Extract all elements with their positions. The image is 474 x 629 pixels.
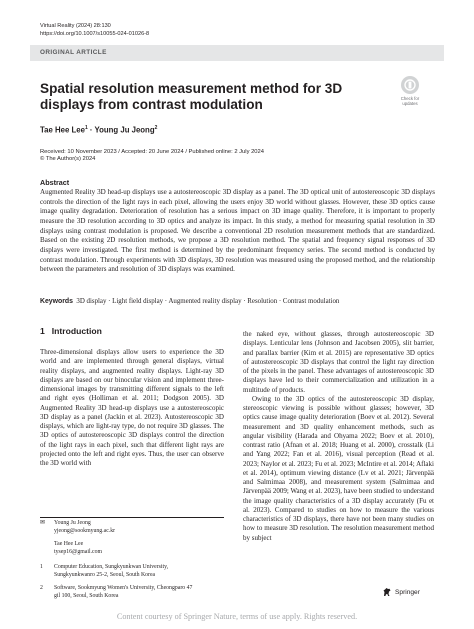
author-list (40, 125, 157, 135)
body-paragraph (243, 395, 434, 543)
affiliation-line: Sungkyunkwanro 25-2, Seoul, South Korea (54, 571, 156, 578)
section-heading (40, 326, 102, 336)
footnote-email[interactable]: tysep16@gmail.com (54, 548, 103, 555)
abstract-heading: Abstract (40, 178, 70, 187)
journal-citation: Virtual Reality (2024) 28:130 (40, 23, 111, 29)
abstract-text: Augmented Reality 3D head-up displays use a autostereoscopic 3D display as a panel. The 3D optical unit of autostereoscopic 3D displays controls the direction of the light rays in each pixel, allowing the users enjoy 3D world without glasses. However, these 3D optics cause image quality degradation. Deterioration of resolution has a serious impact on 3D image quality. Therefore, it is important to properly measure the 3D resolution according to 3D optics and analyze its impact. In this study, a method for measuring spatial resolution in 3D displays using contrast modulation is proposed. We describe a conventional 2D resolution measurement methods that are standardized. Based on the existing 2D resolution methods, we propose a 3D resolution method. The spatial and frequency signal responses of 3D displays were investigated. The first method is determined by the predominant frequency series. The second method is conducted by contrast modulation. Through experiments with 3D displays, 3D resolution was measured using the proposed method, and the relationship between the parameters and resolution of 3D displays was examined. (40, 188, 435, 274)
springer-horse-icon (382, 587, 392, 597)
affiliation-number: 2 (40, 585, 43, 591)
keywords-label: Keywords (40, 298, 73, 305)
affiliation-footnote (40, 564, 224, 579)
author-affiliation-mark: 2 (154, 125, 158, 131)
body-column-right (243, 330, 434, 543)
author-name[interactable]: Young Ju Jeong (94, 125, 155, 135)
doi-link[interactable]: https://doi.org/10.1007/s10055-024-01026-8 (40, 31, 150, 37)
author-name[interactable]: Tae Hee Lee (40, 125, 85, 135)
author-separator: · (87, 125, 95, 135)
check-for-updates-badge[interactable] (396, 76, 424, 106)
envelope-icon: ✉ (40, 520, 45, 526)
footnote-name: Tae Hee Lee (54, 541, 84, 547)
updates-badge-line: Check for (400, 96, 420, 101)
footnote-divider (40, 517, 224, 518)
author-email-footnote (40, 541, 224, 556)
corresponding-author-footnote (40, 520, 224, 535)
copyright-line: © The Author(s) 2024 (40, 156, 96, 162)
body-paragraph: the naked eye, without glasses, through autostereoscopic 3D displays. Lenticular lens (Johnson and Jacobsen 2005), slit barrier, and parallax barrier (Kim et al. 2015) are representative 3D optics of autostereoscopic 3D displays that control the light ray direction of the pixels in the panel. These advantages of autostereoscopic 3D displays have led to their commercialization and utilization in a multitude of products. (243, 330, 434, 394)
paper-title: Spatial resolution measurement method for 3D displays from contrast modulation (40, 81, 343, 113)
courtesy-watermark: Content courtesy of Springer Nature, terms of use apply. Rights reserved. (116, 612, 358, 621)
article-type-label: ORIGINAL ARTICLE (40, 49, 107, 56)
updates-badge-line: updates (402, 101, 418, 106)
publisher-logo (382, 587, 420, 597)
section-title: Introduction (51, 326, 102, 336)
affiliation-line: Software, Sookmyung Women's University, Cheongparo 47 (54, 585, 193, 591)
affiliation-line: Computer Education, Sungkyunkwan University, (54, 564, 169, 570)
affiliation-footnote (40, 585, 224, 600)
keywords-line (40, 298, 440, 305)
affiliation-number: 1 (40, 564, 43, 570)
footnote-email[interactable]: yjeong@sookmyung.ac.kr (54, 527, 116, 534)
body-column-left: Three-dimensional displays allow users to experience the 3D world and are implemented through general displays, virtual reality displays, and augmented reality displays. Light-ray 3D displays are based on our binocular vision and implement three-dimensional images by transmitting different signals to the left and right eyes (Holliman et al. 2011; Dodgson 2005). 3D Augmented Reality 3D head-up displays use a autostereoscopic 3D display as a panel (Jackin et al. 2023). Autostereoscopic 3D displays, which are light-ray type, do not require 3D glasses. The 3D optics of autostereoscopic 3D displays control the direction of the light rays in each pixel, such that different light rays are projected onto the left and right eyes. Thus, the user can observe the 3D world with (40, 348, 224, 467)
body-paragraph-text: Owing to the 3D optics of the autostereoscopic 3D display, stereoscopic viewing is possible without glasses; however, 3D optics cause image quality deterioration (Boev et al. 2012). Several measurement and 3D quality enhancement methods, such as angular visibility (Harada and Ohyama 2022; Boev et al. 2010), contrast ratio (Afnan et al. 2018; Huang et al. 2000), crosstalk (Li and Yang 2022; Fan et al. 2016), visual perception (Read et al. 2023; Naylor et al. 2023; Fu et al. 2023; McIntire et al. 2014; Aflaki et al. 2014), optimum viewing distance (Lv et al. 2021; Järvenpää and Salmimaa 2008), and measurement system (Salmimaa and Järvenpää 2009; Wang et al. 2023), have been studied to understand the image quality characteristics of a 3D display accurately (Fu et al. 2023). Compared to studies on how to measure the various characteristics of 3D displays, there have not been many studies on how to measure 3D resolution. The resolution measurement method by subject (243, 394, 434, 542)
author-affiliation-mark: 1 (84, 125, 88, 131)
publisher-name: Springer (395, 588, 420, 596)
footnote-name: Young Ju Jeong (54, 520, 91, 526)
publication-dates: Received: 10 November 2023 / Accepted: 20 June 2024 / Published online: 2 July 2024 (40, 149, 264, 155)
check-updates-icon (401, 76, 419, 94)
section-number: 1 (40, 326, 45, 336)
affiliation-line: gil 100, Seoul, South Korea (54, 592, 119, 599)
keywords-list: 3D display · Light field display · Augmented reality display · Resolution · Contrast modulation (76, 298, 340, 305)
